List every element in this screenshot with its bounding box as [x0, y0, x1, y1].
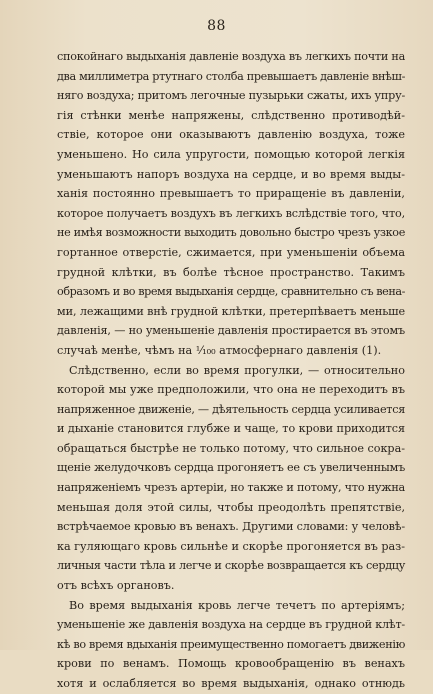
text-line: няго воздуха; притомъ легочные пузырьки сжаты, ихъ упру- [57, 89, 406, 103]
text-line: гортанное отверстіе, сжимается, при уменьшеніи объема [57, 245, 405, 259]
text-line: ми, лежащими внѣ грудной клѣтки, претерпѣваетъ меньше [57, 304, 405, 318]
body-text [57, 47, 405, 694]
text-line: которое получаетъ воздухъ въ легкихъ вслѣдствіе того, что, [57, 206, 406, 220]
text-line: меньшая доля этой силы, чтобы преодолѣть препятствіе, [57, 500, 405, 514]
text-line: уменьшено. Но сила упругости, помощью которой легкія [57, 147, 405, 161]
text-line: и дыханіе становится глубже и чаще, то крови приходится [57, 422, 406, 436]
text-line: хотя и ослабляется во время выдыханія, однако отнюдь [57, 677, 405, 690]
text-line: обращаться быстрѣе не только потому, что сильное сокра- [57, 441, 405, 455]
text-line: напряженное движеніе, — дѣятельность сердца усиливается [57, 402, 405, 416]
text-line: личныя части тѣла и легче и скорѣе возвращается къ сердцу [57, 559, 405, 573]
text-line: ханія постоянно превышаетъ то приращеніе въ давленіи, [57, 187, 405, 201]
text-line: ка гуляющаго кровь сильнѣе и скорѣе прогоняется въ раз- [57, 539, 405, 553]
text-line: два миллиметра ртутнаго столба превышаетъ давленіе внѣш- [57, 69, 406, 83]
text-line: гія стѣнки менѣе напряжены, слѣдственно противодѣй- [57, 108, 405, 122]
text-line: крови по венамъ. Помощь кровообращенію въ венахъ [57, 657, 405, 671]
text-line: давленія, — но уменьшеніе давленія простирается въ этомъ [57, 324, 406, 338]
text-line: Слѣдственно, если во время прогулки, — относительно [69, 363, 405, 377]
text-line: уменьшеніе же давленія воздуха на сердце въ грудной клѣт- [57, 618, 405, 632]
text-line: отъ всѣхъ органовъ. [57, 579, 175, 593]
text-line: напряженіемъ чрезъ артеріи, но также и потому, что нужна [57, 481, 405, 495]
text-line: ствіе, которое они оказываютъ давленію воздуха, тоже [57, 128, 405, 142]
text-line: грудной клѣтки, въ болѣе тѣсное пространство. Такимъ [57, 265, 405, 279]
text-line: Во время выдыханія кровь легче течетъ по артеріямъ; [69, 598, 405, 612]
text-line: образомъ и во время выдыханія сердце, сравнительно съ вена- [57, 285, 405, 299]
text-line: уменьшаютъ напоръ воздуха на сердце, и во время выды- [57, 167, 405, 181]
text-line: случаѣ менѣе, чѣмъ на ¹⁄₁₀₀ атмосфернаго давленія (1). [57, 343, 382, 357]
text-line: не имѣя возможности выходить довольно быстро чрезъ узкое [57, 226, 405, 240]
text-line: встрѣчаемое кровью въ венахъ. Другими словами: у человѣ- [57, 520, 405, 534]
text-line: которой мы уже предположили, что она не переходитъ въ [57, 383, 405, 397]
page-number: 88 [207, 18, 226, 34]
text-line: кѣ во время вдыханія преимущественно помогаетъ движенію [57, 637, 406, 651]
text-line: спокойнаго выдыханія давленіе воздуха въ легкихъ почти на [57, 50, 405, 63]
text-line: щеніе желудочковъ сердца прогоняетъ ее съ увеличеннымъ [57, 461, 406, 475]
